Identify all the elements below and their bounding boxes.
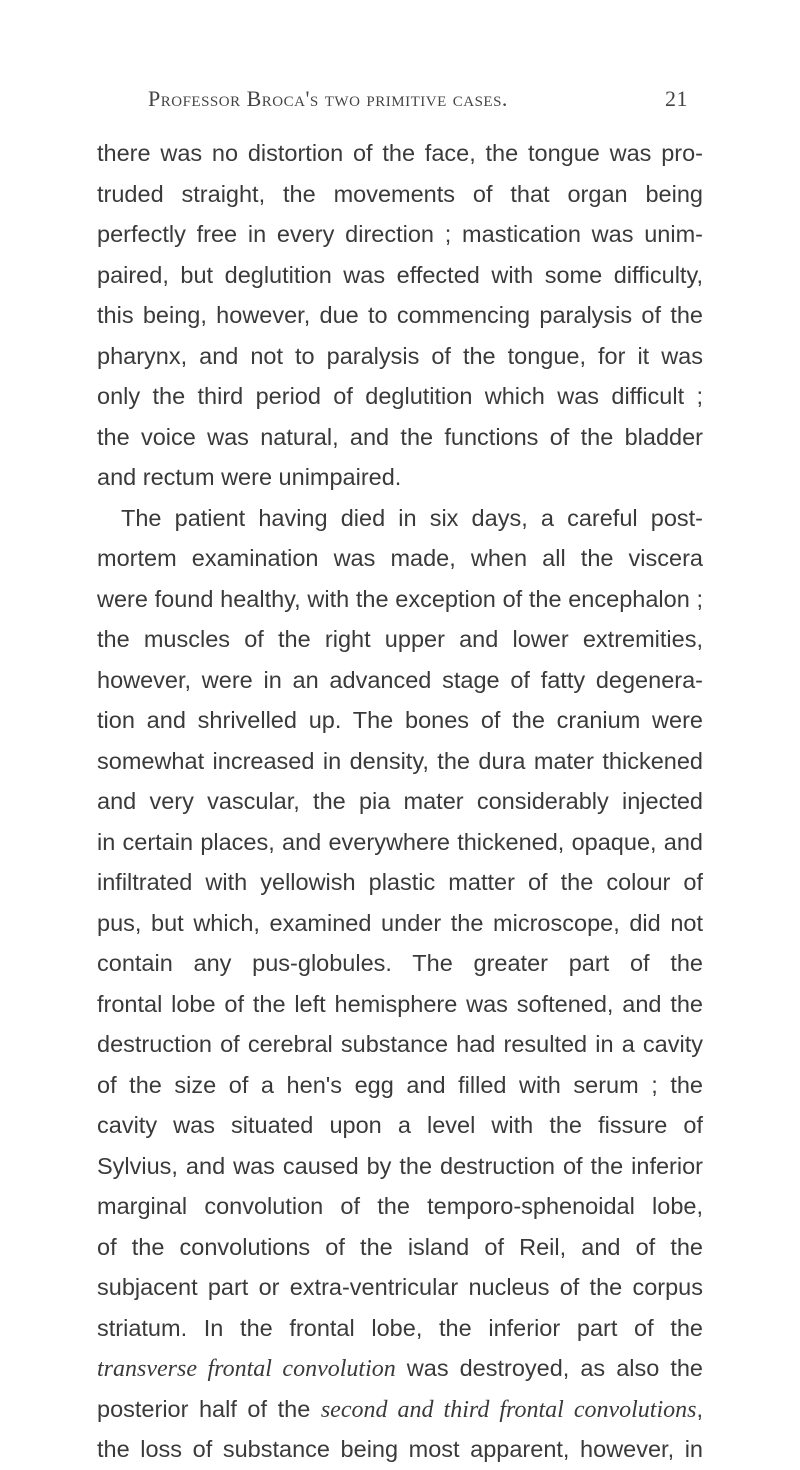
page-number: 21 bbox=[665, 86, 688, 111]
text-line: posterior half of the second and third frontal convolutions, bbox=[97, 1395, 703, 1423]
text-line: paired, but deglutition was effected with some difficulty, bbox=[97, 261, 703, 288]
running-head-title: Professor Broca's two primitive cases. bbox=[148, 86, 508, 111]
text-line: mortem examination was made, when all the viscera bbox=[97, 545, 703, 571]
text-line: and rectum were unimpaired. bbox=[97, 464, 402, 490]
italic-term: second and third frontal convolutions bbox=[320, 1396, 697, 1423]
text-line: somewhat increased in density, the dura mater thickened bbox=[97, 747, 703, 774]
text-line: marginal convolution of the temporo-sphenoidal lobe, bbox=[97, 1193, 703, 1219]
text-line: cavity was situated upon a level with the fissure of bbox=[97, 1112, 703, 1138]
text-line: perfectly free in every direction ; mastication was unim- bbox=[97, 221, 703, 247]
text-line: of the convolutions of the island of Reil, and of the bbox=[97, 1233, 703, 1260]
text-line: tion and shrivelled up. The bones of the cranium were bbox=[97, 707, 703, 733]
text-line: frontal lobe of the left hemisphere was softened, and the bbox=[97, 990, 703, 1017]
text-line: pharynx, and not to paralysis of the tongue, for it was bbox=[97, 342, 703, 369]
text-line: the voice was natural, and the functions of the bladder bbox=[97, 423, 703, 450]
text-line: the muscles of the right upper and lower extremities, bbox=[97, 626, 703, 652]
body-text bbox=[97, 133, 703, 1470]
text-line: infiltrated with yellowish plastic matter of the colour of bbox=[97, 869, 703, 895]
italic-term: transverse frontal convolution bbox=[97, 1356, 396, 1382]
text-line: transverse frontal convolution was destroyed, as also the bbox=[97, 1355, 703, 1382]
text-line: of the size of a hen's egg and filled with serum ; the bbox=[97, 1071, 703, 1098]
text-line: destruction of cerebral substance had resulted in a cavity bbox=[97, 1031, 703, 1057]
text-line: however, were in an advanced stage of fatty degenera- bbox=[97, 666, 703, 693]
paragraph-start-line: The patient having died in six days, a careful post- bbox=[121, 504, 703, 531]
text-line: subjacent part or extra-ventricular nucleus of the corpus bbox=[97, 1274, 703, 1300]
text-line: pus, but which, examined under the microscope, did not bbox=[97, 909, 703, 936]
text-line: truded straight, the movements of that organ being bbox=[97, 180, 703, 207]
text-line: striatum. In the frontal lobe, the inferior part of the bbox=[97, 1314, 703, 1341]
text-line: there was no distortion of the face, the tongue was pro- bbox=[97, 140, 703, 166]
text-line: only the third period of deglutition which was difficult ; bbox=[97, 383, 703, 409]
text-line: this being, however, due to commencing paralysis of the bbox=[97, 302, 703, 328]
text-line: and very vascular, the pia mater considerably injected bbox=[97, 788, 703, 814]
text-line: Sylvius, and was caused by the destruction of the inferior bbox=[97, 1152, 703, 1179]
running-head bbox=[148, 86, 688, 112]
text-line: the loss of substance being most apparent, however, in bbox=[97, 1436, 703, 1462]
text-line: in certain places, and everywhere thickened, opaque, and bbox=[97, 828, 703, 855]
text-line: contain any pus-globules. The greater part of the bbox=[97, 950, 703, 976]
text-line: were found healthy, with the exception of the encephalon ; bbox=[97, 585, 703, 612]
